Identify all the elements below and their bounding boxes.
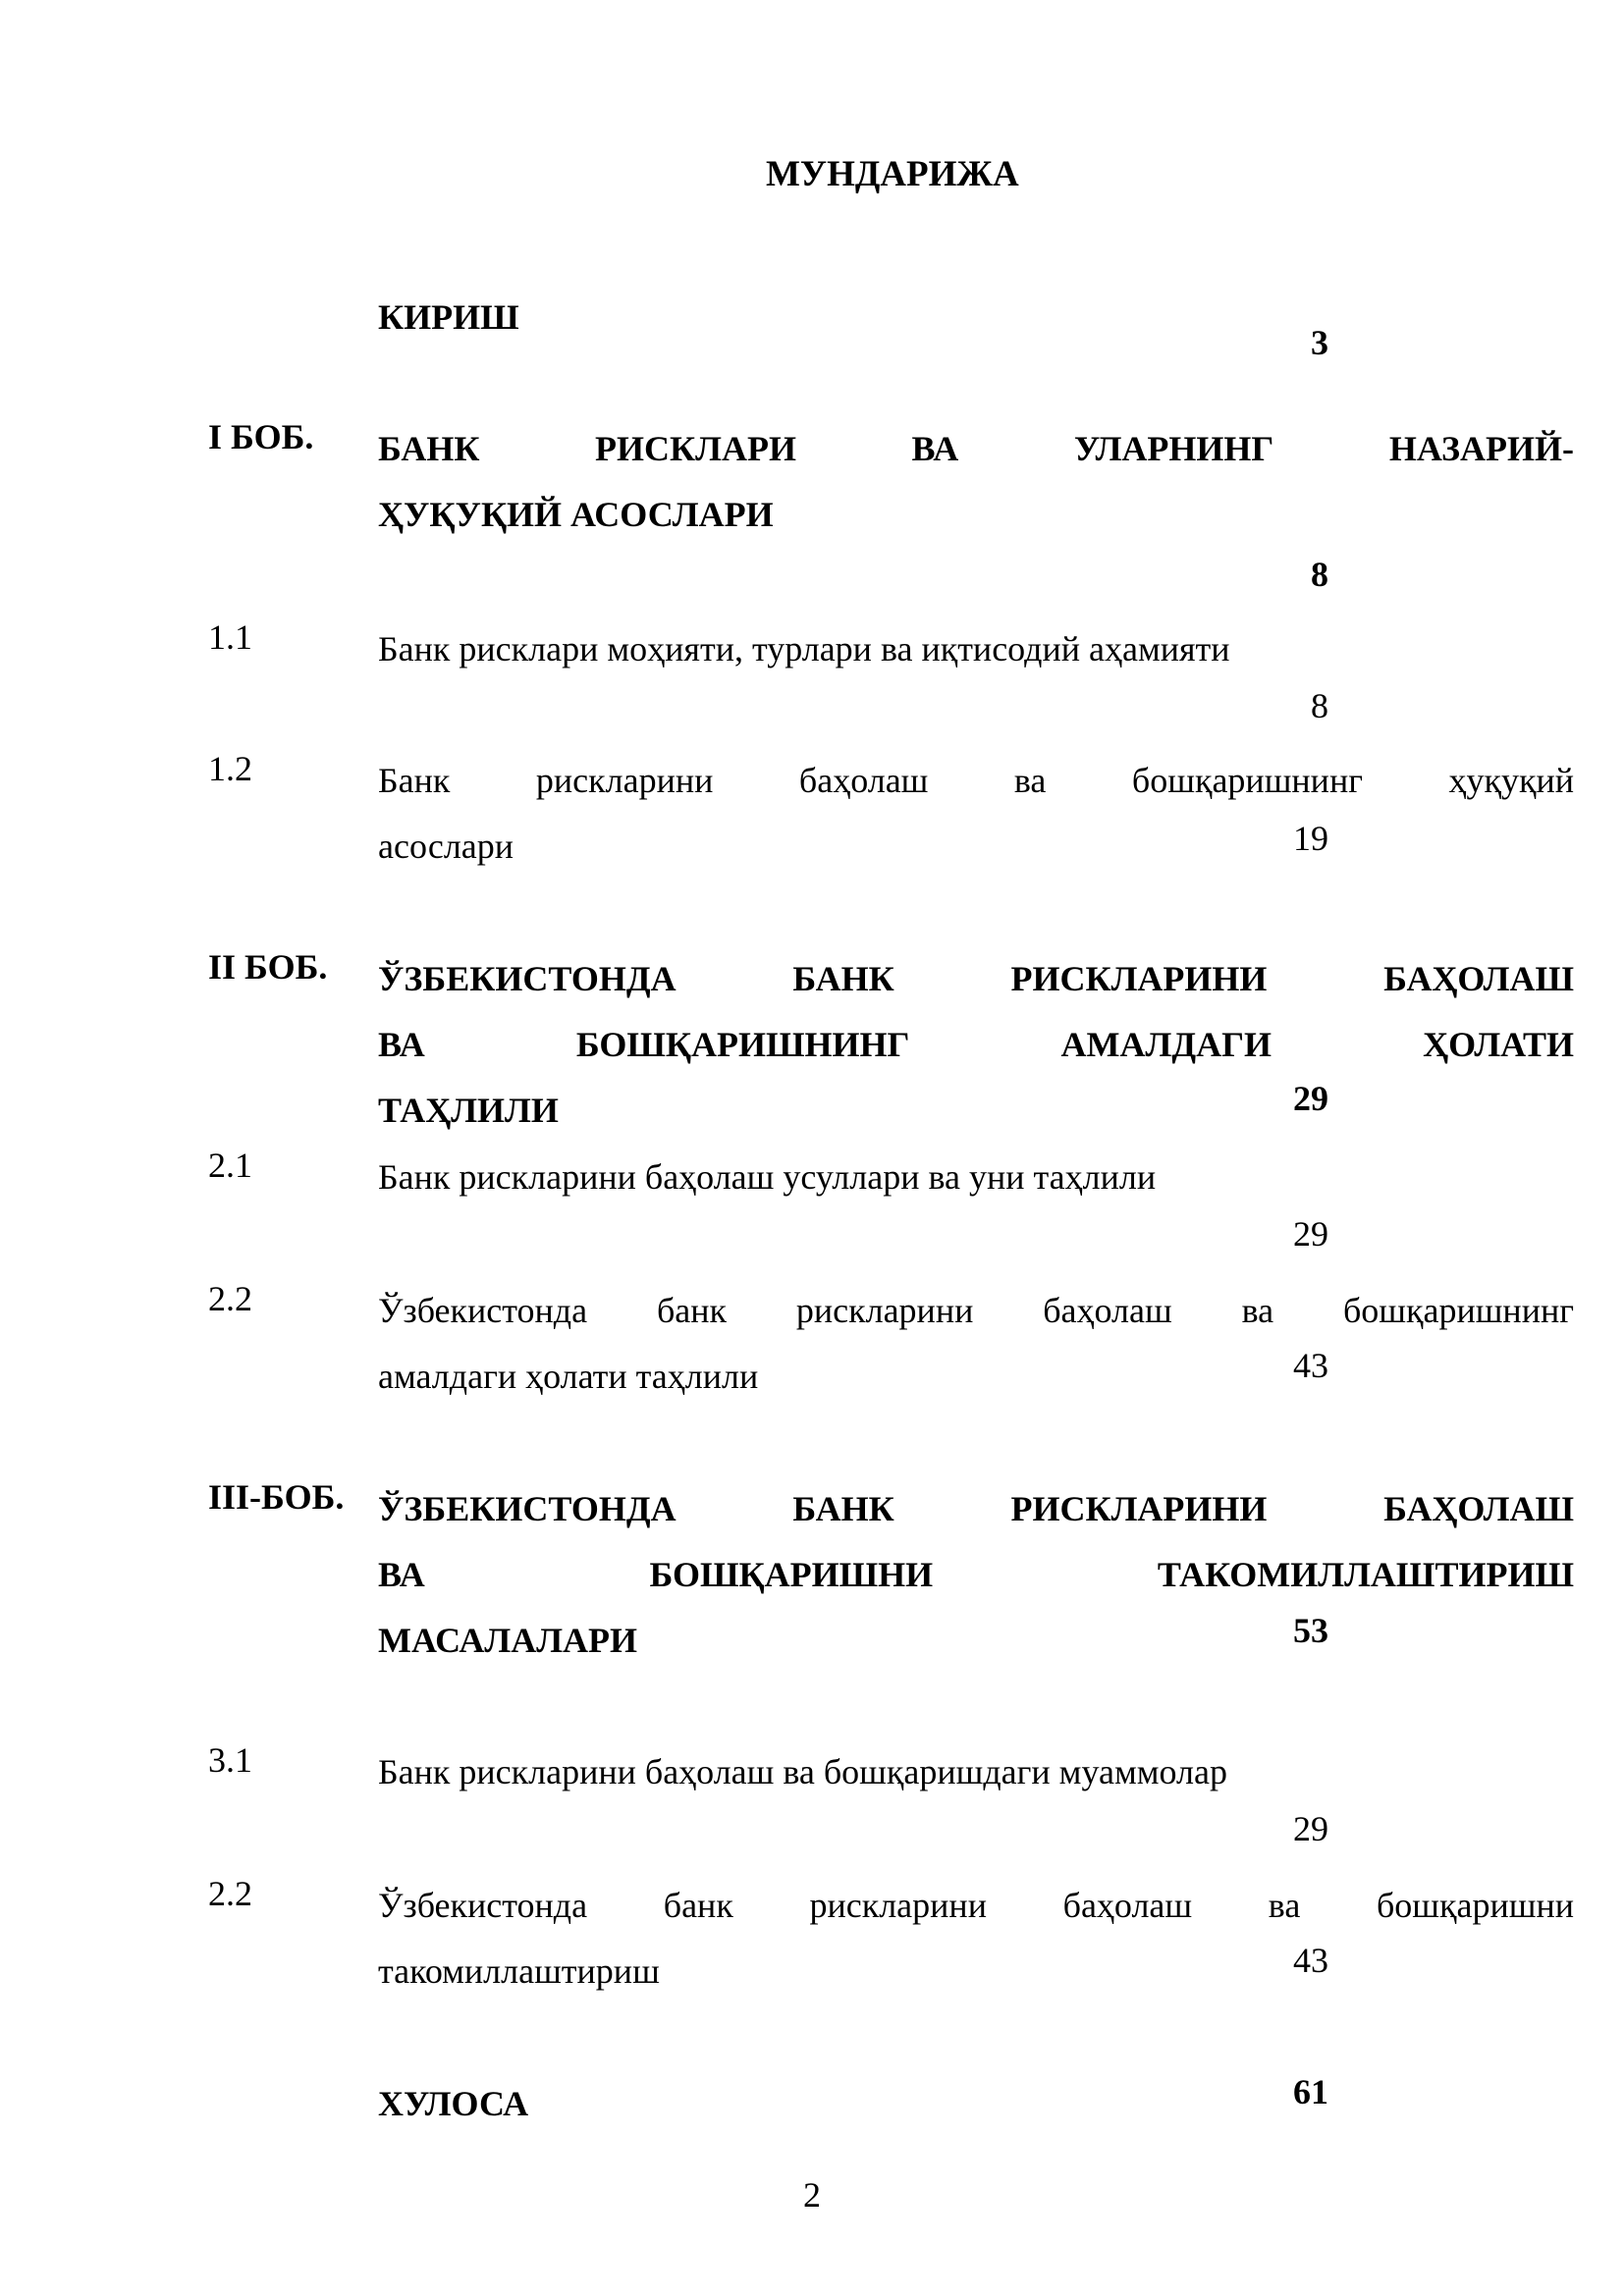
toc-chapter-title-cont: ВА БОШҚАРИШНИ ТАКОМИЛЛАШТИРИШ: [378, 1555, 1574, 1594]
toc-section-number: 3.1: [208, 1740, 252, 1780]
toc-chapter-title-cont: ВА БОШҚАРИШНИНГ АМАЛДАГИ ҲОЛАТИ: [378, 1025, 1574, 1064]
toc-page-number: 29: [1293, 1214, 1328, 1254]
toc-page-number: 3: [1311, 323, 1328, 362]
toc-page-number: 61: [1293, 2072, 1328, 2111]
toc-page-number: 8: [1311, 555, 1328, 594]
toc-page-number: 53: [1293, 1611, 1328, 1650]
toc-section-number: 1.2: [208, 749, 252, 788]
toc-chapter-title: ЎЗБЕКИСТОНДА БАНК РИСКЛАРИНИ БАҲОЛАШ: [378, 1489, 1574, 1528]
toc-section-number: 1.1: [208, 617, 252, 657]
toc-entry-title: ХУЛОСА: [378, 2084, 529, 2123]
toc-title-line: БАНК РИСКЛАРИ ВА УЛАРНИНГ НАЗАРИЙ-: [378, 429, 1574, 468]
toc-section-title: Банк рискларини баҳолаш усуллари ва уни таҳлили: [378, 1157, 1157, 1197]
toc-chapter-title-cont: [378, 482, 1574, 548]
toc-section-title-cont: такомиллаштириш: [378, 1951, 660, 1991]
toc-section-title: Банк рискларини баҳолаш ва бошқаришдаги муаммолар: [378, 1752, 1228, 1791]
document-title: МУНДАРИЖА: [766, 154, 1019, 194]
toc-chapter-title: ЎЗБЕКИСТОНДА БАНК РИСКЛАРИНИ БАҲОЛАШ: [378, 959, 1574, 998]
toc-section-number: 2.1: [208, 1146, 252, 1185]
toc-title-line: ҲУҚУҚИЙ АСОСЛАРИ: [378, 495, 774, 534]
toc-chapter-title: [378, 416, 1574, 482]
footer-page-number: 2: [803, 2175, 821, 2215]
toc-page-number: 43: [1293, 1941, 1328, 1980]
toc-chapter-number: II БОБ.: [208, 947, 328, 987]
toc-page-number: 29: [1293, 1079, 1328, 1118]
toc-entry-title: КИРИШ: [378, 297, 519, 337]
toc-section-title: Ўзбекистонда банк рискларини баҳолаш ва бошқаришнинг: [378, 1291, 1574, 1330]
toc-chapter-title-cont: ТАҲЛИЛИ: [378, 1091, 559, 1130]
toc-section-title-cont: амалдаги ҳолати таҳлили: [378, 1357, 759, 1396]
toc-section-number: 2.2: [208, 1874, 252, 1913]
toc-page-number: 19: [1293, 819, 1328, 858]
toc-chapter-title-cont: МАСАЛАЛАРИ: [378, 1621, 638, 1660]
toc-page-number: 29: [1293, 1809, 1328, 1848]
toc-chapter-number: I БОБ.: [208, 417, 314, 456]
toc-section-number: 2.2: [208, 1279, 252, 1318]
toc-page-number: 43: [1293, 1346, 1328, 1385]
toc-section-title: Ўзбекистонда банк рискларини баҳолаш ва бошқаришни: [378, 1886, 1574, 1925]
toc-section-title-cont: асослари: [378, 827, 514, 866]
toc-section-title: Банк рисклари моҳияти, турлари ва иқтисодий аҳамияти: [378, 629, 1230, 668]
toc-section-title: Банк рискларини баҳолаш ва бошқаришнинг ҳуқуқий: [378, 761, 1574, 800]
toc-chapter-number: III-БОБ.: [208, 1477, 345, 1517]
toc-page-number: 8: [1311, 686, 1328, 725]
